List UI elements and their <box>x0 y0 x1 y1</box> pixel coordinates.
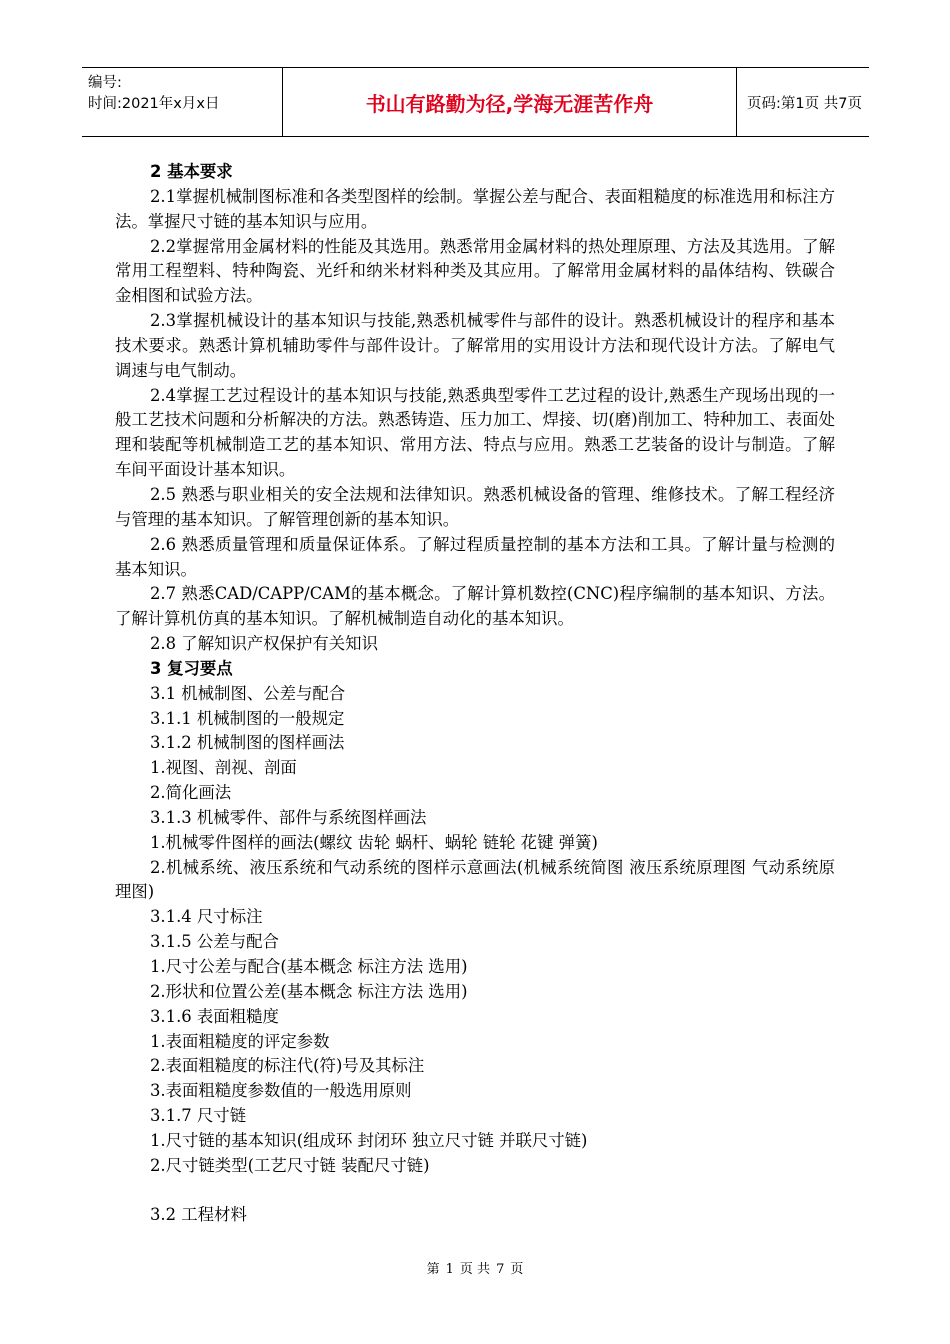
paragraph: 2.4掌握工艺过程设计的基本知识与技能,熟悉典型零件工艺过程的设计,熟悉生产现场出现的一般工艺技术问题和分析解决的方法。熟悉铸造、压力加工、焊接、切(磨)削加工、特种加工、表面处理和装配等机械制造工艺的基本知识、常用方法、特点与应用。熟悉工艺装备的设计与制造。了解车间平面设计基本知识。 <box>115 385 836 480</box>
footer-middle: 页 共 <box>459 1262 491 1277</box>
list-item: 2.简化画法 <box>150 783 232 803</box>
footer-suffix: 页 <box>510 1262 524 1277</box>
paragraph: 2.6 熟悉质量管理和质量保证体系。了解过程质量控制的基本方法和工具。了解计量与检测的基本知识。 <box>115 534 835 579</box>
paragraph: 2.3掌握机械设计的基本知识与技能,熟悉机械零件与部件的设计。熟悉机械设计的程序和基本技术要求。熟悉计算机辅助零件与部件设计。了解常用的实用设计方法和现代设计方法。了解电气调速与电气制动。 <box>115 311 835 380</box>
subsection-heading: 3.1.5 公差与配合 <box>150 932 279 952</box>
subsection-heading: 3.1 机械制图、公差与配合 <box>150 683 346 703</box>
list-item: 1.尺寸链的基本知识(组成环 封闭环 独立尺寸链 并联尺寸链) <box>150 1130 588 1150</box>
subsection-heading: 3.1.2 机械制图的图样画法 <box>150 733 345 753</box>
subsection-heading: 3.1.1 机械制图的一般规定 <box>150 708 345 728</box>
list-item: 1.视图、剖视、剖面 <box>150 758 297 778</box>
footer-total-pages: 7 <box>496 1262 505 1277</box>
paragraph: 2.2掌握常用金属材料的性能及其选用。熟悉常用金属材料的热处理原理、方法及其选用。了解常用工程塑料、特种陶瓷、光纤和纳米材料种类及其应用。了解常用金属材料的晶体结构、铁碳合金相图和试验方法。 <box>115 236 835 306</box>
list-item: 3.表面粗糙度参数值的一般选用原则 <box>150 1081 412 1101</box>
page-header <box>82 67 869 137</box>
subsection-heading: 3.1.7 尺寸链 <box>150 1106 247 1126</box>
list-item: 1.机械零件图样的画法(螺纹 齿轮 蜗杆、蜗轮 链轮 花键 弹簧) <box>150 832 598 852</box>
paragraph: 2.5 熟悉与职业相关的安全法规和法律知识。熟悉机械设备的管理、维修技术。了解工程经济与管理的基本知识。了解管理创新的基本知识。 <box>115 484 835 529</box>
page-footer <box>0 1258 950 1277</box>
footer-prefix: 第 <box>426 1262 440 1277</box>
header-info-cell <box>82 68 282 136</box>
list-item: 2.机械系统、液压系统和气动系统的图样示意画法(机械系统简图 液压系统原理图 气动系统原理图) <box>115 857 835 902</box>
section-heading: 3 复习要点 <box>150 658 233 678</box>
subsection-heading: 3.1.3 机械零件、部件与系统图样画法 <box>150 807 427 827</box>
subsection-heading: 3.2 工程材料 <box>150 1204 247 1224</box>
paragraph: 2.1掌握机械制图标准和各类型图样的绘制。掌握公差与配合、表面粗糙度的标准选用和标注方法。掌握尺寸链的基本知识与应用。 <box>115 186 835 231</box>
document-body <box>115 160 835 1227</box>
section-heading: 2 基本要求 <box>150 162 233 181</box>
list-item: 1.尺寸公差与配合(基本概念 标注方法 选用) <box>150 957 468 976</box>
document-date-label: 时间:2021年x月x日 <box>88 96 220 112</box>
paragraph: 2.7 熟悉CAD/CAPP/CAM的基本概念。了解计算机数控(CNC)程序编制的基本知识、方法。了解计算机仿真的基本知识。了解机械制造自动化的基本知识。 <box>115 584 835 629</box>
footer-page-number: 1 <box>445 1262 454 1277</box>
subsection-heading: 3.1.6 表面粗糙度 <box>150 1006 279 1026</box>
header-page-number: 页码:第1页 共7页 <box>747 95 862 112</box>
paragraph: 2.8 了解知识产权保护有关知识 <box>150 634 378 654</box>
subsection-heading: 3.1.4 尺寸标注 <box>150 907 263 927</box>
header-motto: 书山有路勤为径,学海无涯苦作舟 <box>282 68 737 136</box>
document-code-label: 编号: <box>88 75 122 91</box>
list-item: 2.表面粗糙度的标注代(符)号及其标注 <box>150 1056 425 1076</box>
list-item: 2.形状和位置公差(基本概念 标注方法 选用) <box>150 981 468 1001</box>
list-item: 1.表面粗糙度的评定参数 <box>150 1031 330 1051</box>
list-item: 2.尺寸链类型(工艺尺寸链 装配尺寸链) <box>150 1155 430 1175</box>
